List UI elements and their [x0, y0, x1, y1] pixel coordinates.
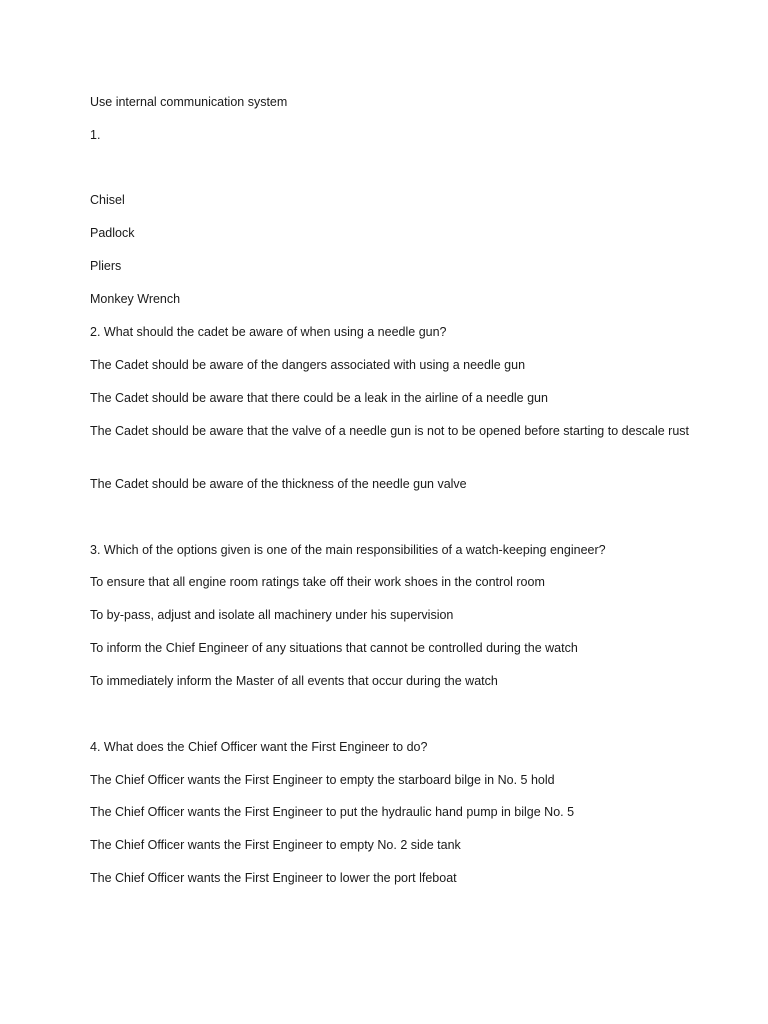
question-4-option-2: The Chief Officer wants the First Engineer to put the hydraulic hand pump in bilge No. 5 [90, 805, 575, 819]
section-heading: Use internal communication system [90, 95, 288, 109]
question-4-option-3: The Chief Officer wants the First Engineer to empty No. 2 side tank [90, 838, 461, 852]
question-1-option-3: Pliers [90, 259, 122, 273]
question-1-number: 1. [90, 128, 101, 142]
question-3-option-1: To ensure that all engine room ratings take off their work shoes in the control room [90, 575, 545, 589]
question-3-option-3: To inform the Chief Engineer of any situations that cannot be controlled during the watch [90, 641, 578, 655]
question-4-text: 4. What does the Chief Officer want the First Engineer to do? [90, 740, 428, 754]
question-2-option-1: The Cadet should be aware of the dangers associated with using a needle gun [90, 358, 526, 372]
question-2-text: 2. What should the cadet be aware of when using a needle gun? [90, 325, 447, 339]
question-3-text: 3. Which of the options given is one of the main responsibilities of a watch-keeping engineer? [90, 543, 606, 557]
question-1-option-2: Padlock [90, 226, 135, 240]
question-2-option-4: The Cadet should be aware of the thickness of the needle gun valve [90, 477, 467, 491]
question-4-option-1: The Chief Officer wants the First Engineer to empty the starboard bilge in No. 5 hold [90, 773, 555, 787]
question-1-option-1: Chisel [90, 193, 125, 207]
question-1-option-4: Monkey Wrench [90, 292, 181, 306]
question-4-option-4: The Chief Officer wants the First Engineer to lower the port lfeboat [90, 871, 457, 885]
question-3-option-2: To by-pass, adjust and isolate all machinery under his supervision [90, 608, 454, 622]
question-3-option-4: To immediately inform the Master of all events that occur during the watch [90, 674, 498, 688]
question-2-option-3: The Cadet should be aware that the valve of a needle gun is not to be opened before starting to descale rust [90, 424, 690, 438]
question-2-option-2: The Cadet should be aware that there could be a leak in the airline of a needle gun [90, 391, 548, 405]
